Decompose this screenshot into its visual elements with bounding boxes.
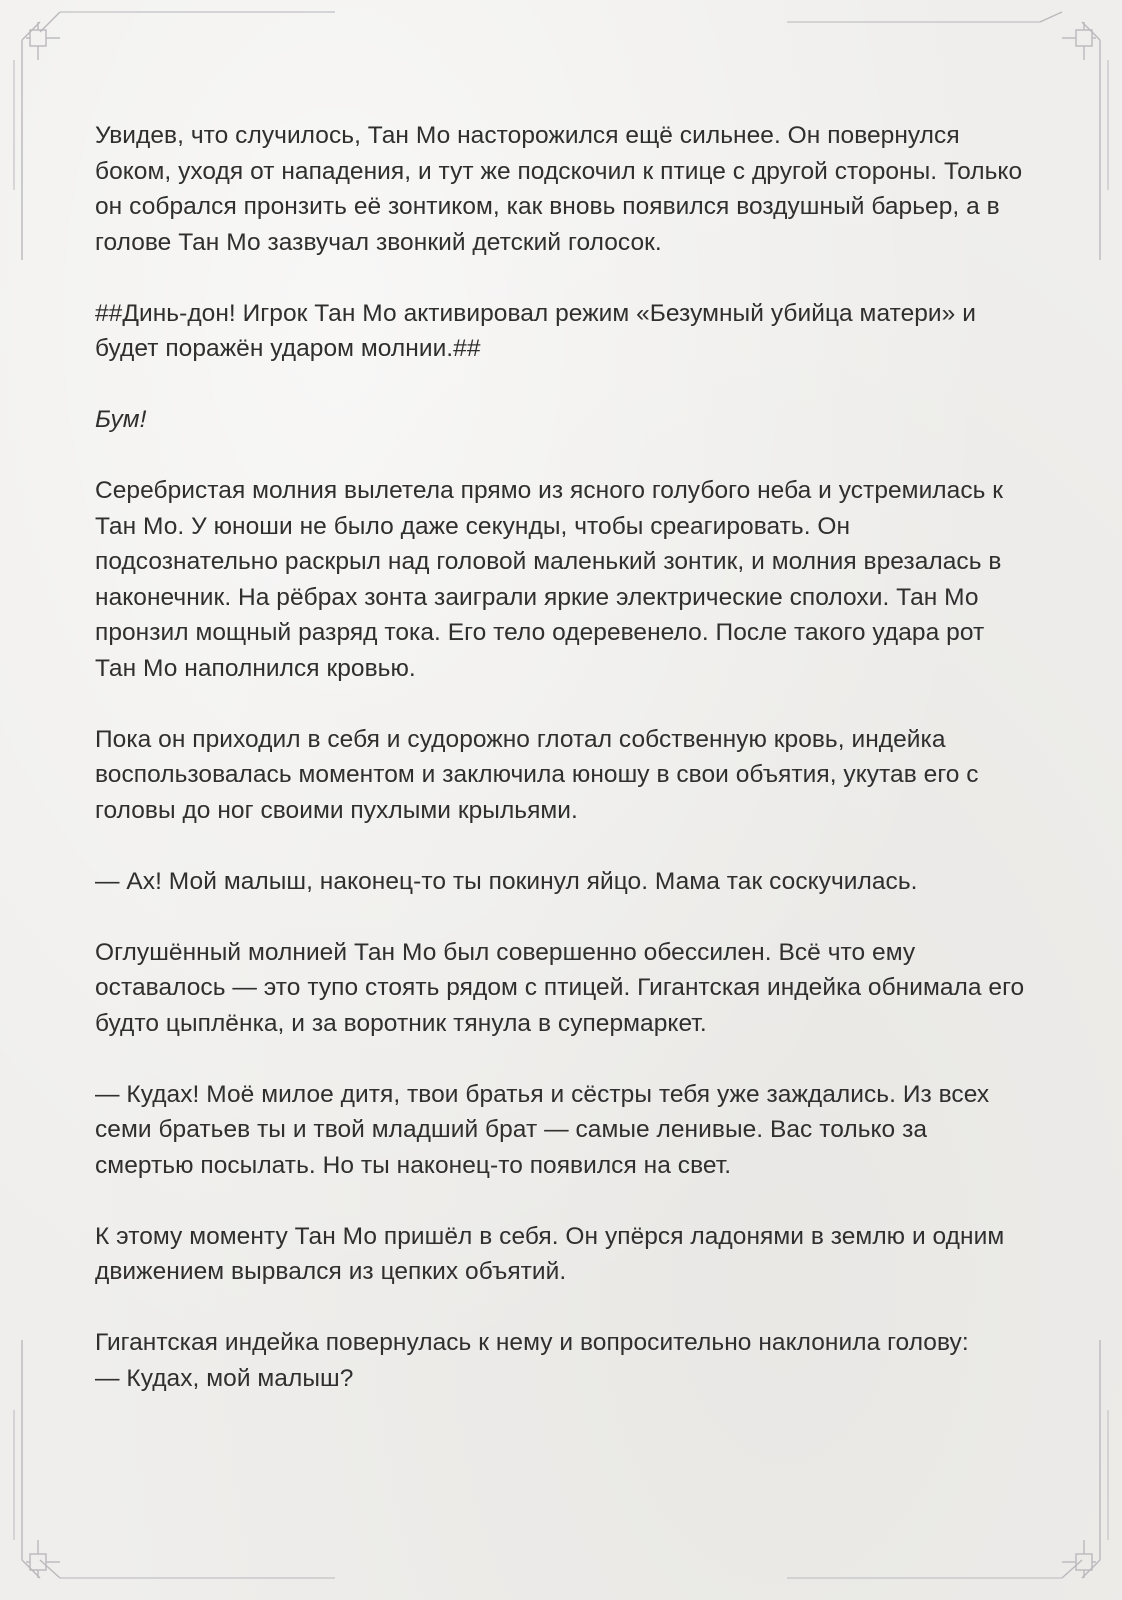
paragraph: Гигантская индейка повернулась к нему и вопросительно наклонила голову: — Кудах, мой малыш?: [95, 1329, 969, 1392]
paragraph: Оглушённый молнией Тан Мо был совершенно обессилен. Всё что ему оставалось — это тупо стоять рядом с птицей. Гигантская индейка обнимала его будто цыплёнка, и за воротник тянула в супермаркет.: [95, 938, 1032, 1037]
paragraph: Увидев, что случилось, Тан Мо насторожился ещё сильнее. Он повернулся боком, уходя от нападения, и тут же подскочил к птице с другой стороны. Только он собрался пронзить её зонтиком, как вновь появился воздушный барьер, а в голове Тан Мо зазвучал звонкий детский голосок.: [95, 122, 1029, 256]
paragraph: — Кудах! Моё милое дитя, твои братья и сёстры тебя уже заждались. Из всех семи братьев ты и твой младший брат — самые ленивые. Вас только за смертью посылать. Но ты наконец-то появился на свет.: [95, 1080, 997, 1179]
document-body: [95, 118, 1030, 1396]
paragraph: ##Динь-дон! Игрок Тан Мо активировал режим «Безумный убийца матери» и будет поражён ударом молнии.##: [95, 299, 983, 362]
paragraph-italic: Бум!: [95, 406, 147, 433]
paragraph: К этому моменту Тан Мо пришёл в себя. Он упёрся ладонями в землю и одним движением вырвался из цепких объятий.: [95, 1222, 1012, 1285]
paragraph: — Ах! Мой малыш, наконец-то ты покинул яйцо. Мама так соскучилась.: [95, 867, 918, 895]
paragraph: Пока он приходил в себя и судорожно глотал собственную кровь, индейка воспользовалась моментом и заключила юношу в свои объятия, укутав его с головы до ног своими пухлыми крыльями.: [95, 725, 986, 824]
paragraph: Серебристая молния вылетела прямо из ясного голубого неба и устремилась к Тан Мо. У юноши не было даже секунды, чтобы среагировать. Он подсознательно раскрыл над головой маленький зонтик, и молния врезалась в наконечник. На рёбрах зонта заиграли яркие электрические сполохи. Тан Мо пронзил мощный разряд тока. Его тело одеревенело. После такого удара рот Тан Мо наполнился кровью.: [95, 477, 1010, 682]
